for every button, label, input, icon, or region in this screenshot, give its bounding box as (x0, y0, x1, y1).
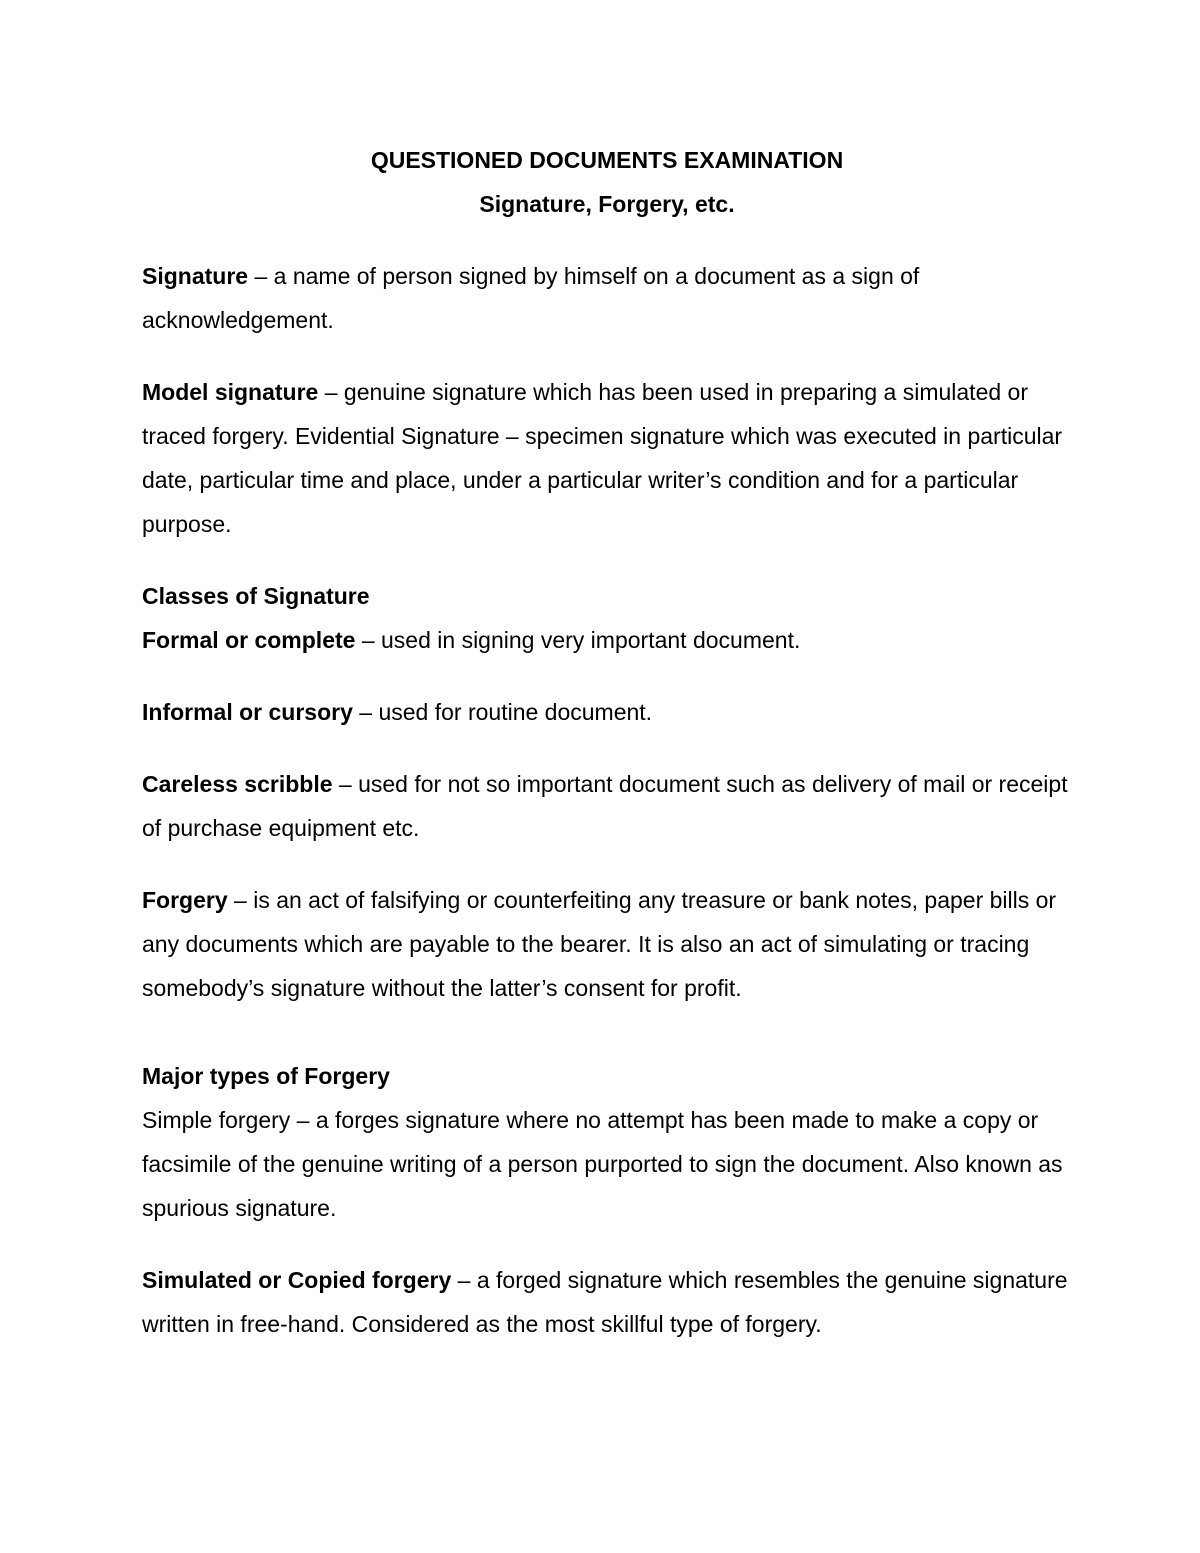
simulated-forgery-text: – a forged signature which resembles the genuine signature written in free-hand. Considered as the most skillful type of forgery. (142, 1267, 1068, 1337)
forgery-text: – is an act of falsifying or counterfeiting any treasure or bank notes, paper bills or any documents which are payable to the bearer. It is also an act of simulating or tracing somebody’s signature without the latter’s consent for profit. (142, 887, 1057, 1001)
informal-text: – used for routine document. (352, 699, 653, 725)
model-signature-text: – genuine signature which has been used in preparing a simulated or traced forgery. Evidential Signature – specimen signature which was executed in particular date, particular time and place, under a particular writer’s condition and for a particular purpose. (142, 379, 1063, 537)
simple-forgery-definition: Simple forgery – a forges signature where no attempt has been made to make a copy or facsimile of the genuine writing of a person purported to sign the document. Also known as spurious signature. (142, 1107, 1063, 1221)
informal-term: Informal or cursory (142, 699, 353, 725)
informal-definition (142, 690, 1072, 734)
classes-heading: Classes of Signature (142, 583, 370, 609)
document-body (142, 138, 1072, 1374)
forgery-definition (142, 878, 1072, 1010)
careless-definition (142, 762, 1072, 850)
forgery-term: Forgery (142, 887, 228, 913)
signature-text: – a name of person signed by himself on a document as a sign of acknowledgement. (142, 263, 920, 333)
signature-definition (142, 254, 1072, 342)
signature-term: Signature (142, 263, 249, 289)
careless-term: Careless scribble (142, 771, 333, 797)
careless-text: – used for not so important document such as delivery of mail or receipt of purchase equipment etc. (142, 771, 1068, 841)
model-signature-definition (142, 370, 1072, 546)
formal-text: – used in signing very important document. (355, 627, 801, 653)
formal-definition (142, 618, 1072, 662)
major-types-heading: Major types of Forgery (142, 1063, 390, 1089)
formal-term: Formal or complete (142, 627, 356, 653)
model-signature-term: Model signature (142, 379, 319, 405)
simulated-forgery-definition (142, 1258, 1072, 1346)
document-title: QUESTIONED DOCUMENTS EXAMINATION (370, 147, 844, 173)
simulated-forgery-term: Simulated or Copied forgery (142, 1267, 452, 1293)
document-subtitle: Signature, Forgery, etc. (479, 191, 735, 217)
